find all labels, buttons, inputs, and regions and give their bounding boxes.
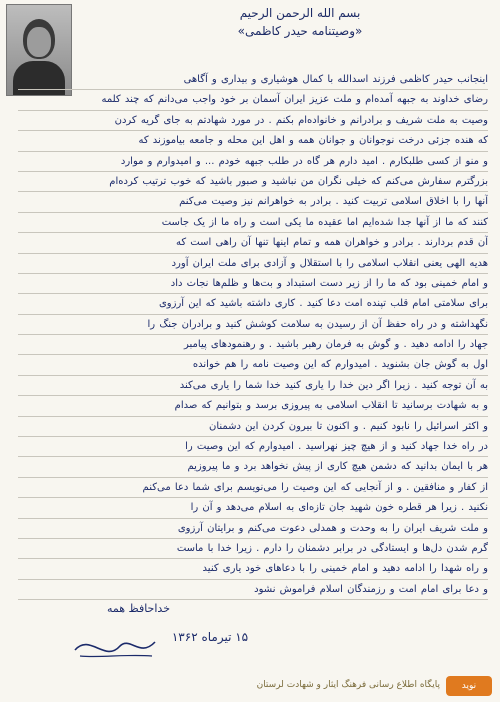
letter-line: و امام خمینی بود که ما را از زیر دست استبداد و بت‌ها و ظلم‌ها نجات داد bbox=[18, 274, 488, 294]
letter-line: جهاد را ادامه دهید . و گوش به فرمان رهبر باشید . و رهنمودهای پیامبر bbox=[18, 335, 488, 355]
letter-header bbox=[170, 4, 430, 40]
letter-line: وصیت به ملت شریف و برادرانم و خانواده‌ام بکنم . در مورد شهادتم به جای گریه کردن bbox=[18, 111, 488, 131]
letter-line: آنها را با اخلاق اسلامی تربیت کنید . برادر به خواهرانم نیز وصیت می‌کنم bbox=[18, 192, 488, 212]
letter-line: و ملت شریف ایران را به وحدت و همدلی دعوت می‌کنم و برایتان آرزوی bbox=[18, 519, 488, 539]
letter-body bbox=[18, 70, 488, 600]
letter-line: گرم شدن دل‌ها و ایستادگی در برابر دشمنان را دارم . زیرا خدا با ماست bbox=[18, 539, 488, 559]
letter-line: هر با ایمان بدانید که دشمن هیچ کاری از پیش نخواهد برد و ما پیروزیم bbox=[18, 457, 488, 477]
letter-line: و به شهادت برسانید تا انقلاب اسلامی به پیروزی برسد و بتوانیم که صدام bbox=[18, 396, 488, 416]
letter-line: و دعا برای امام امت و رزمندگان اسلام فراموش نشود bbox=[18, 580, 488, 600]
signature-image bbox=[70, 628, 160, 664]
letter-line: هدیه الهی یعنی انقلاب اسلامی را با استقلال و آزادی برای ملت ایران آورد bbox=[18, 254, 488, 274]
letter-line: و راه شهدا را ادامه دهید و امام خمینی را با دعاهای خود یاری کنید bbox=[18, 559, 488, 579]
letter-line: برای سلامتی امام قلب تپنده امت دعا کنید . کاری داشته باشید که این آرزوی bbox=[18, 294, 488, 314]
letter-line: آن قدم بردارند . برادر و خواهران همه و تمام اینها تنها آن راهی است که bbox=[18, 233, 488, 253]
letter-line: رضای خداوند به جبهه آمده‌ام و ملت عزیز ایران آسمان بر خود واجب می‌دانم که چند کلمه bbox=[18, 90, 488, 110]
letter-line: کنند که ما از آنها جدا شده‌ایم اما عقیده ما یکی است و راه ما از یک جاست bbox=[18, 213, 488, 233]
site-logo: نوید bbox=[446, 676, 492, 696]
letter-line: در راه خدا جهاد کنید و از هیچ چیز نهراسید . امیدوارم که این وصیت را bbox=[18, 437, 488, 457]
letter-line: به آن توجه کنید . زیرا اگر دین خدا را یاری کنید خدا شما را یاری می‌کند bbox=[18, 376, 488, 396]
header-line-2: «وصیتنامه حیدر کاظمی» bbox=[237, 24, 363, 38]
footer-brand-text: پایگاه اطلاع رسانی فرهنگ ایثار و شهادت لرستان bbox=[256, 680, 440, 690]
letter-line: و منو از کسی طلبکارم . امید دارم هر گاه در طلب جبهه خودم ... و امیدوارم و موارد bbox=[18, 152, 488, 172]
letter-line: نگهداشته و در راه حفظ آن از رسیدن به سلامت کوشش کنید و برادران جنگ را bbox=[18, 315, 488, 335]
letter-line: بزرگترم سفارش می‌کنم که خیلی نگران من نباشید و صبور باشید که خوب ترتیب کرده‌ام bbox=[18, 172, 488, 192]
header-line-1: بسم الله الرحمن الرحیم bbox=[239, 6, 361, 20]
letter-line: و اکثر اسرائیل را نابود کنیم . و اکنون تا بیرون کردن این دشمنان bbox=[18, 417, 488, 437]
letter-line: نکنید . زیرا هر قطره خون شهید جان تازه‌ای به اسلام می‌دهد و آن را bbox=[18, 498, 488, 518]
letter-line: که هنده جزئی درخت نوجوانان و جوانان همه و اهل این محله و جامعه بیاموزند که bbox=[18, 131, 488, 151]
letter-date: ۱۵ تیرماه ۱۳۶۲ bbox=[171, 630, 249, 644]
letter-line: از کفار و منافقین . و از آنجایی که این وصیت را می‌نویسم برای شما دعا می‌کنم bbox=[18, 478, 488, 498]
closing-phrase: خداحافظ همه bbox=[106, 602, 170, 615]
portrait-face bbox=[27, 27, 51, 57]
letter-line: اول به گوش جان بشنوید . امیدوارم که این وصیت نامه را هم خوانده bbox=[18, 355, 488, 375]
letter-line: اینجانب حیدر کاظمی فرزند اسدالله با کمال هوشیاری و بیداری و آگاهی bbox=[18, 70, 488, 90]
